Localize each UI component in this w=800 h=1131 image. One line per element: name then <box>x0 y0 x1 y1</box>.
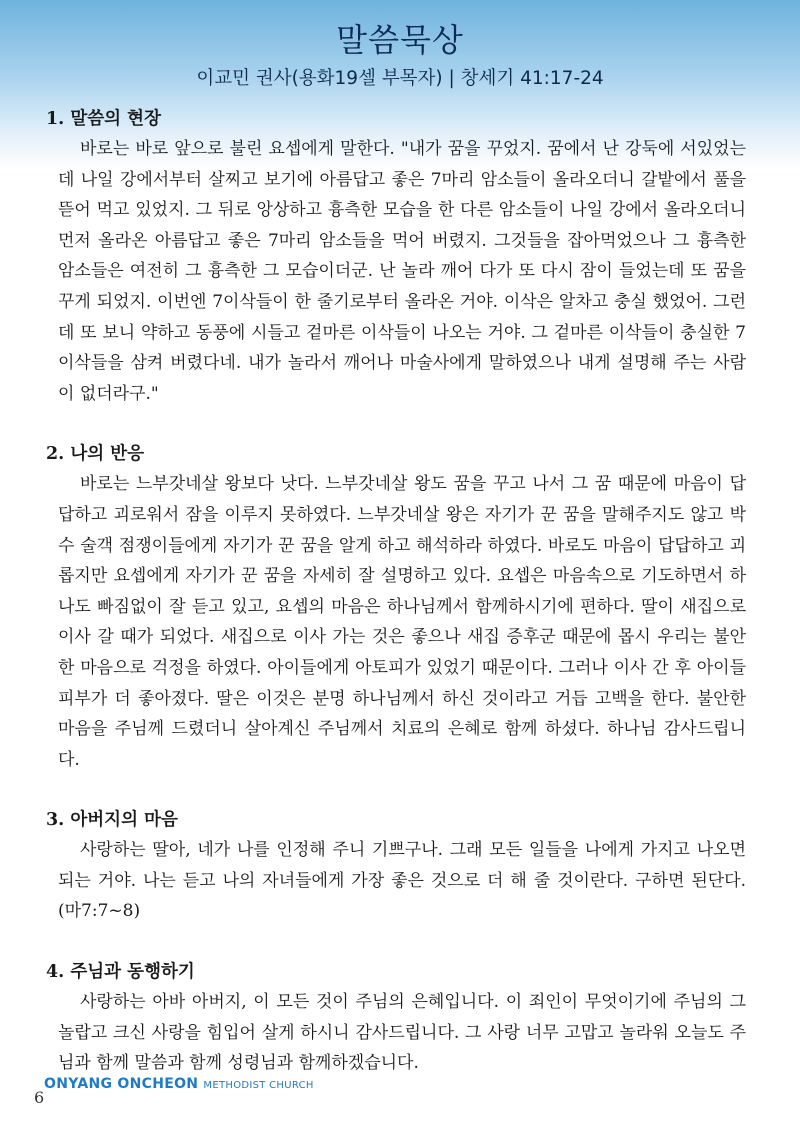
section-my-response <box>46 439 746 775</box>
section-heading: 3. 아버지의 마음 <box>46 810 178 831</box>
church-name: ONYANG ONCHEON <box>44 1076 199 1092</box>
page-subtitle: 이교민 권사(용화19셀 부목자) | 창세기 41:17-24 <box>196 68 604 89</box>
article-body <box>46 104 746 1109</box>
page-header <box>0 18 800 92</box>
section-paragraph: 사랑하는 딸아, 네가 나를 인정해 주니 기쁘구나. 그래 모든 일들을 나에게 가지고 나오면 되는 거야. 나는 듣고 나의 자녀들에게 가장 좋은 것으로 더 해 줄 것이란다. 구하면 된단다. (마7:7~8) <box>58 840 746 922</box>
section-heading: 2. 나의 반응 <box>46 444 145 465</box>
section-walking-with-lord <box>46 957 746 1079</box>
section-heading: 4. 주님과 동행하기 <box>46 962 195 983</box>
church-brand <box>44 1073 314 1092</box>
church-subtitle: METHODIST CHURCH <box>203 1080 314 1091</box>
page-number: 6 <box>34 1088 45 1107</box>
page-title: 말씀묵상 <box>336 21 464 59</box>
section-paragraph: 사랑하는 아바 아버지, 이 모든 것이 주님의 은혜입니다. 이 죄인이 무엇이기에 주님의 그 놀랍고 크신 사랑을 힘입어 살게 하시니 감사드립니다. 그 사랑 너무 고맙고 놀라워 오늘도 주님과 함께 말씀과 함께 성령님과 함께하겠습니다. <box>58 992 746 1074</box>
section-fathers-heart <box>46 805 746 927</box>
section-paragraph: 바로는 바로 앞으로 불린 요셉에게 말한다. "내가 꿈을 꾸었지. 꿈에서 난 강둑에 서있었는데 나일 강에서부터 살찌고 보기에 아름답고 좋은 7마리 암소들이 올라오더니 갈밭에서 풀을 뜯어 먹고 있었지. 그 뒤로 앙상하고 흉측한 모습을 한 다른 암소들이 나일 강에서 올라오더니 먼저 올라온 아름답고 좋은 7마리 암소들을 먹어 버렸지. 그것들을 잡아먹었으나 그 흉측한 암소들은 여전히 그 흉측한 그 모습이더군. 난 놀라 깨어 다가 또 다시 잠이 들었는데 또 꿈을 꾸게 되었지. 이번엔 7이삭들이 한 줄기로부터 올라온 거야. 이삭은 알차고 충실 했었어. 그런데 또 보니 약하고 동풍에 시들고 겉마른 이삭들이 나오는 거야. 그 겉마른 이삭들이 충실한 7이삭들을 삼켜 버렸다네. 내가 놀라서 깨어나 마술사에게 말하였으나 내게 설명해 주는 사람이 없더라구." <box>58 139 746 404</box>
section-heading: 1. 말씀의 현장 <box>46 109 161 129</box>
section-paragraph: 바로는 느부갓네살 왕보다 낫다. 느부갓네살 왕도 꿈을 꾸고 나서 그 꿈 때문에 마음이 답답하고 괴로워서 잠을 이루지 못하였다. 느부갓네살 왕은 자기가 꾼 꿈을 말해주지도 않고 박수 술객 점쟁이들에게 자기가 꾼 꿈을 알게 하고 해석하라 하였다. 바로도 마음이 답답하고 괴롭지만 요셉에게 자기가 꾼 꿈을 자세히 잘 설명하고 있다. 요셉은 마음속으로 기도하면서 하나도 빠짐없이 잘 듣고 있고, 요셉의 마음은 하나님께서 함께하시기에 편하다. 딸이 새집으로 이사 갈 때가 되었다. 새집으로 이사 가는 것은 좋으나 새집 증후군 때문에 몹시 우리는 불안한 마음으로 걱정을 하였다. 아이들에게 아토피가 있었기 때문이다. 그러나 이사 간 후 아이들 피부가 더 좋아졌다. 딸은 이것은 분명 하나님께서 하신 것이라고 거듭 고백을 한다. 불안한 마음을 주님께 드렸더니 살아계신 주님께서 치료의 은혜로 함께 하셨다. 하나님 감사드립니다. <box>58 474 746 770</box>
section-scripture-scene <box>46 104 746 409</box>
